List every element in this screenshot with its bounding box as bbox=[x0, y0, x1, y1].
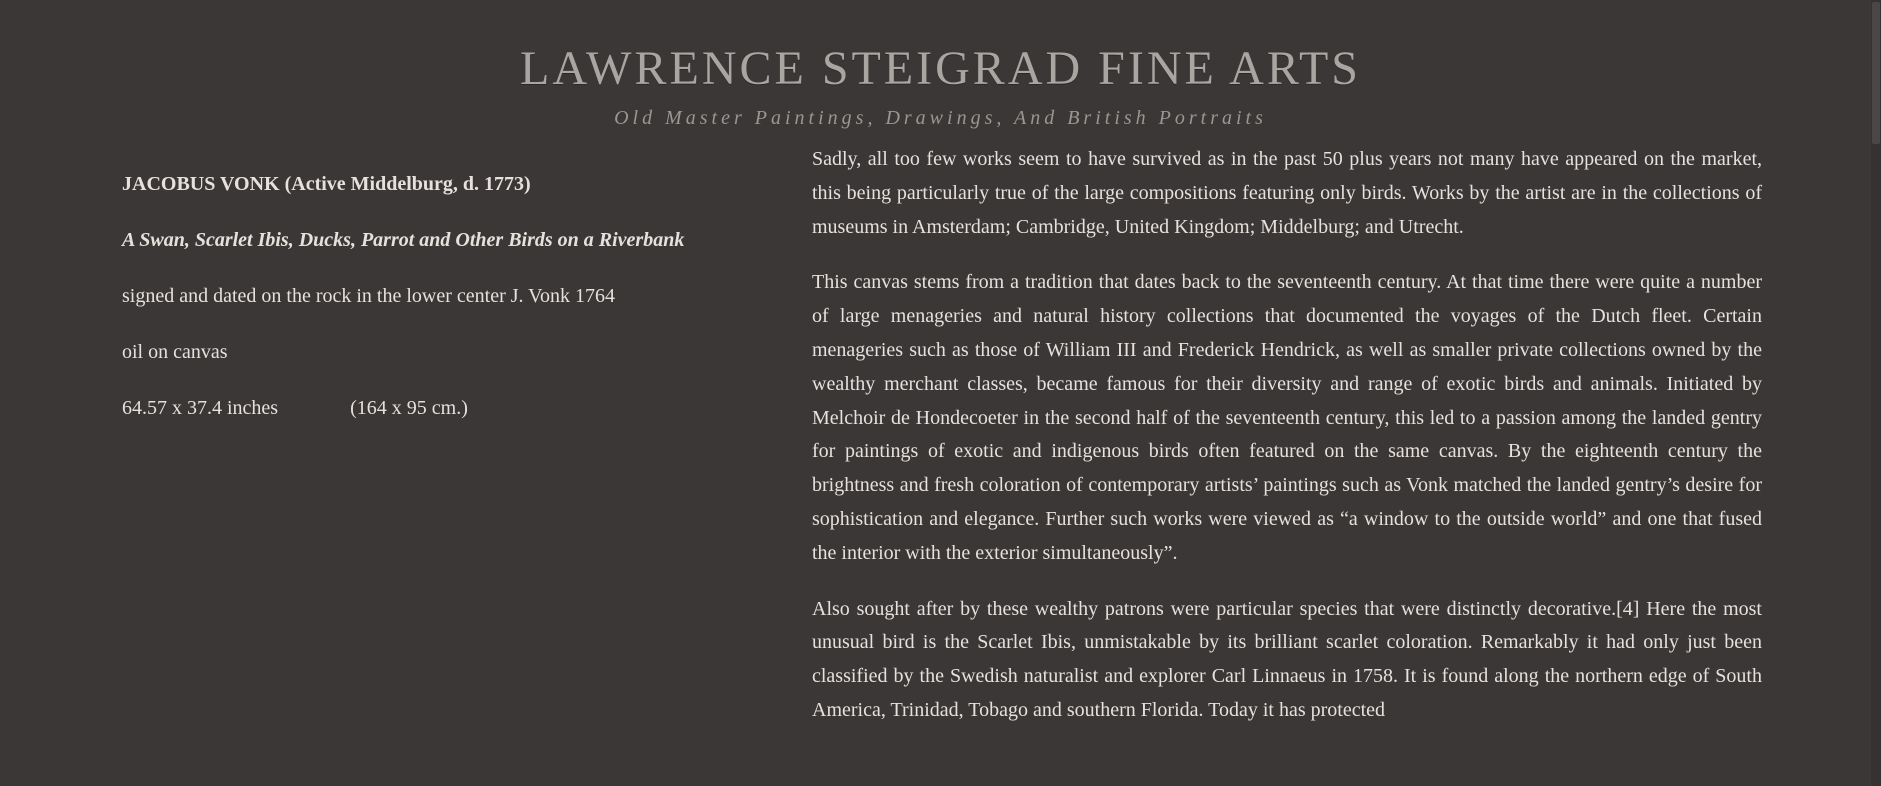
essay-paragraph: This canvas stems from a tradition that dates back to the seventeenth century. At that time there were quite a number of large menageries and natural history collections that documented the voyages of the Dutch fleet. Certain menageries such as those of William III and Frederick Hendrick, as well as smaller private collections owned by the wealthy merchant classes, became famous for their diversity and range of exotic birds and animals. Initiated by Melchoir de Hondecoeter in the second half of the seventeenth century, this led to a passion among the landed gentry for paintings of exotic and indigenous birds often featured on the same canvas. By the eighteenth century the brightness and fresh coloration of contemporary artists’ paintings such as Vonk matched the landed gentry’s desire for sophistication and elegance. Further such works were viewed as “a window to the outside world” and one that fused the interior with the exterior simultaneously”. bbox=[812, 271, 1762, 564]
site-title[interactable]: LAWRENCE STEIGRAD FINE ARTS bbox=[520, 42, 1361, 95]
artwork-title: A Swan, Scarlet Ibis, Ducks, Parrot and Other Birds on a Riverbank bbox=[122, 229, 685, 251]
essay-paragraph: Sadly, all too few works seem to have survived as in the past 50 plus years not many have appeared on the market, this being particularly true of the large compositions featuring only birds. Works by the artist are in the collections of museums in Amsterdam; Cambridge, United Kingdom; Middelburg; and Utrecht. bbox=[812, 148, 1762, 238]
scrollbar-thumb[interactable] bbox=[1872, 2, 1880, 144]
scrollbar[interactable] bbox=[1871, 0, 1881, 786]
artist-line bbox=[122, 170, 762, 198]
artwork-medium: oil on canvas bbox=[122, 341, 228, 363]
essay-text bbox=[812, 143, 1762, 750]
dimensions-imperial: 64.57 x 37.4 inches bbox=[122, 397, 279, 419]
artist-dates: (Active Middelburg, d. 1773) bbox=[284, 173, 531, 195]
artwork-inscription: signed and dated on the rock in the lower center J. Vonk 1764 bbox=[122, 285, 616, 307]
artwork-details bbox=[122, 170, 762, 422]
artwork-dimensions bbox=[122, 394, 762, 422]
site-subtitle: Old Master Paintings, Drawings, And British Portraits bbox=[614, 107, 1267, 129]
dimensions-metric: (164 x 95 cm.) bbox=[350, 397, 468, 419]
essay-paragraph: Also sought after by these wealthy patrons were particular species that were distinctly decorative.[4] Here the most unusual bird is the Scarlet Ibis, unmistakable by its brilliant scarlet coloration. Remarkably it had only just been classified by the Swedish naturalist and explorer Carl Linnaeus in 1758. It is found along the northern edge of South America, Trinidad, Tobago and southern Florida. Today it has protected bbox=[812, 597, 1762, 721]
artist-name: JACOBUS VONK bbox=[122, 173, 280, 195]
